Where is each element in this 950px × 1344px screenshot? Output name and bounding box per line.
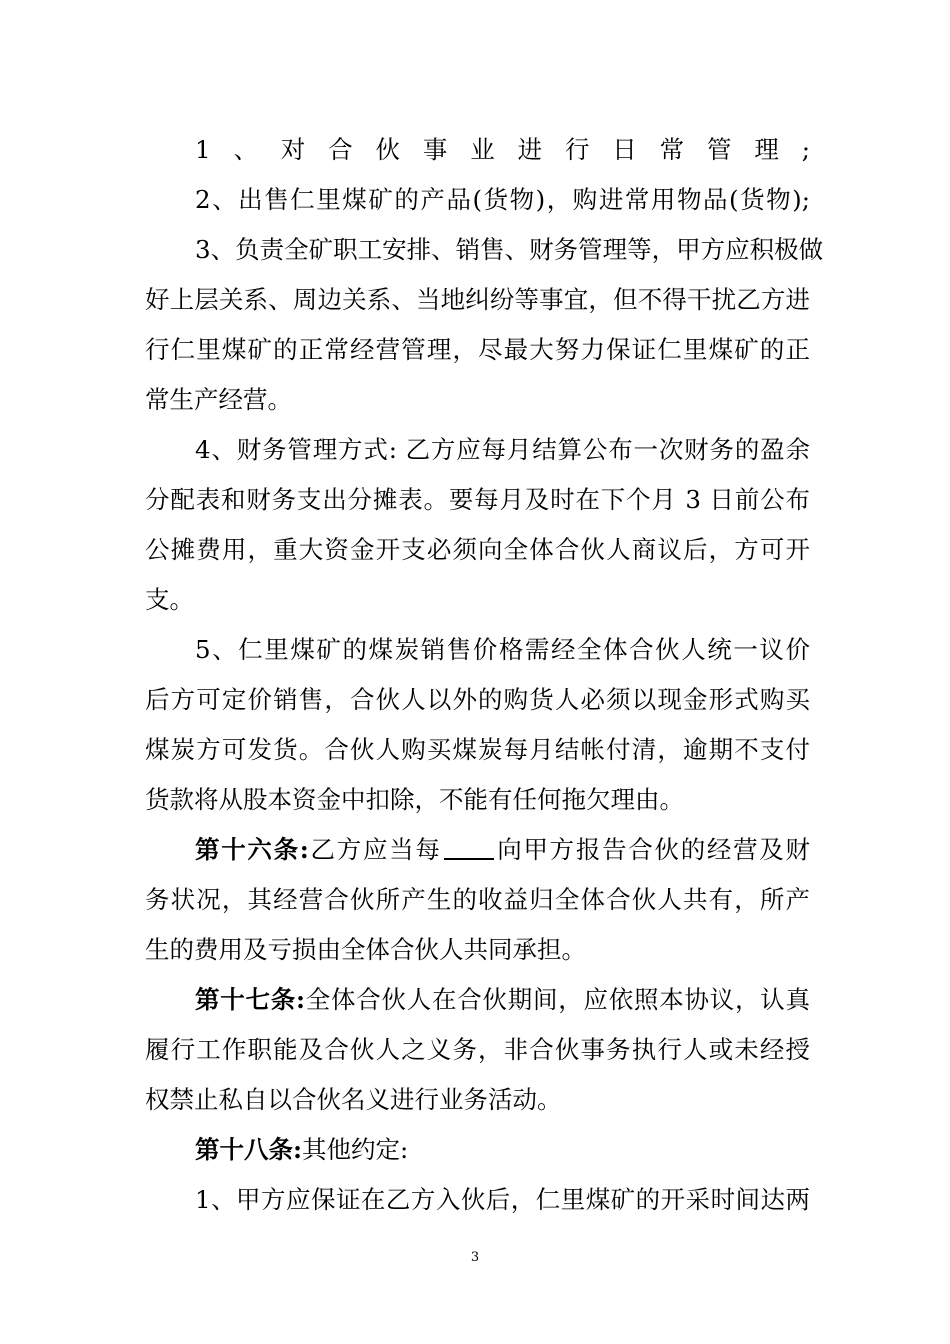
page-number: 3 xyxy=(470,1250,480,1265)
clause-item-5-line-1: 5、仁里煤矿的煤炭销售价格需经全体合伙人统一议价 xyxy=(195,635,810,664)
clause-item-1: 1、对合伙事业进行日常管理; xyxy=(195,135,810,164)
clause-item-5-line-4: 货款将从股本资金中扣除，不能有任何拖欠理由。 xyxy=(145,785,684,814)
article-17-line-2: 履行工作职能及合伙人之义务，非合伙事务执行人或未经授 xyxy=(145,1035,810,1064)
article-16-line-3: 生的费用及亏损由全体合伙人共同承担。 xyxy=(145,935,586,964)
clause-item-5-line-3: 煤炭方可发货。合伙人购买煤炭每月结帐付清，逾期不支付 xyxy=(145,735,810,764)
article-18-label: 第十八条: xyxy=(195,1135,303,1164)
article-16-line-2: 务状况，其经营合伙所产生的收益归全体合伙人共有，所产 xyxy=(145,885,810,914)
clause-item-3-line-4: 常生产经营。 xyxy=(145,385,292,414)
clause-item-3-line-3: 行仁里煤矿的正常经营管理，尽最大努力保证仁里煤矿的正 xyxy=(145,335,810,364)
clause-item-4-line-3: 公摊费用，重大资金开支必须向全体合伙人商议后，方可开 xyxy=(145,535,810,564)
article-16-label: 第十六条: xyxy=(195,835,309,864)
article-18-text: 其他约定: xyxy=(302,1135,409,1164)
article-16-text-before-blank: 乙方应当每 xyxy=(308,835,442,864)
clause-item-3-line-1: 3、负责全矿职工安排、销售、财务管理等，甲方应积极做 xyxy=(195,235,824,264)
article-16-text-after-blank: 向甲方报告合伙的经营及财 xyxy=(495,835,811,864)
article-16-line-1 xyxy=(195,833,810,867)
clause-item-4-line-4: 支。 xyxy=(145,585,194,614)
clause-item-3-line-2: 好上层关系、周边关系、当地纠纷等事宜，但不得干扰乙方进 xyxy=(145,285,810,314)
article-17-line-3: 权禁止私自以合伙名义进行业务活动。 xyxy=(145,1085,562,1114)
article-17-line-1 xyxy=(195,983,810,1017)
clause-item-5-line-2: 后方可定价销售，合伙人以外的购货人必须以现金形式购买 xyxy=(145,685,810,714)
article-18-item-1: 1、甲方应保证在乙方入伙后，仁里煤矿的开采时间达两 xyxy=(195,1185,810,1214)
article-17-text: 全体合伙人在合伙期间，应依照本协议，认真 xyxy=(305,985,811,1014)
article-18-line-1 xyxy=(195,1133,810,1167)
clause-item-2: 2、出售仁里煤矿的产品(货物)，购进常用物品(货物); xyxy=(195,185,810,214)
article-17-label: 第十七条: xyxy=(195,985,306,1014)
clause-item-4-line-1: 4、财务管理方式: 乙方应每月结算公布一次财务的盈余 xyxy=(195,435,810,464)
clause-item-4-line-2: 分配表和财务支出分摊表。要每月及时在下个月 3 日前公布 xyxy=(145,485,810,514)
fill-in-blank xyxy=(444,836,494,860)
